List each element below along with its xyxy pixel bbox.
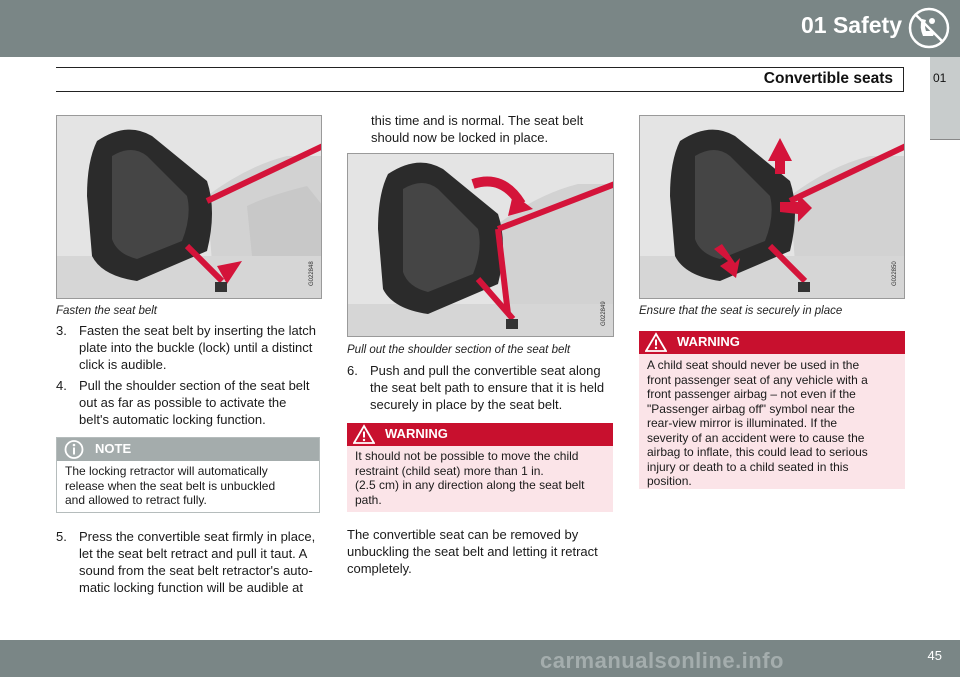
- step-number: 3.: [56, 323, 67, 338]
- para-line: The convertible seat can be removed by: [347, 527, 579, 542]
- step-text: [79, 322, 316, 373]
- figure-code: G022849: [601, 301, 607, 326]
- warning-triangle-icon: [353, 424, 375, 445]
- warning-title: WARNING: [677, 334, 740, 349]
- warning-line: position.: [647, 474, 692, 488]
- step-4: [56, 377, 326, 429]
- note-line: and allowed to retract fully.: [65, 493, 207, 507]
- step-5-continued: [371, 112, 583, 146]
- note-line: The locking retractor will automatically: [65, 464, 268, 478]
- warning-box-front-seat: [639, 331, 905, 489]
- step-5: [56, 528, 326, 598]
- page-number: 45: [927, 648, 942, 663]
- warning-line: severity of an accident were to cause the: [647, 430, 865, 445]
- warning-text: [355, 449, 584, 507]
- warning-line: front passenger seat of any vehicle with a: [647, 372, 868, 387]
- warning-title: WARNING: [385, 426, 448, 441]
- step-line: plate into the buckle (lock) until a distinct: [79, 340, 313, 355]
- step-number: 6.: [347, 363, 358, 378]
- warning-box: [347, 423, 613, 512]
- chapter-tab-label: 01: [933, 71, 947, 85]
- warning-line: path.: [355, 492, 382, 507]
- seat-illustration-1: [57, 116, 322, 299]
- para-line: completely.: [347, 561, 412, 576]
- warning-line: restraint (child seat) more than 1 in.: [355, 463, 544, 478]
- section-bar: [56, 67, 904, 92]
- chapter-title: 01 Safety: [800, 12, 902, 38]
- step-line: let the seat belt retract and pull it taut. A: [79, 546, 308, 561]
- warning-line: "Passenger airbag off" symbol near the: [647, 401, 855, 416]
- para-line: unbuckling the seat belt and letting it retract: [347, 544, 598, 559]
- step-line: out as far as possible to activate the: [79, 395, 287, 410]
- step-6: [347, 362, 617, 414]
- note-box: [56, 437, 320, 513]
- para-line: this time and is normal. The seat belt: [371, 113, 584, 128]
- section-title: Convertible seats: [763, 70, 893, 87]
- figure-fasten-seat-belt: [56, 115, 322, 299]
- step-line: Pull the shoulder section of the seat belt: [79, 378, 310, 393]
- step-line: matic locking function will be audible at: [79, 580, 304, 595]
- step-text: [370, 362, 604, 413]
- step-text: [79, 377, 310, 428]
- step-number: 4.: [56, 378, 67, 393]
- warning-line: rear-view mirror is illuminated. If the: [647, 416, 838, 430]
- footer-bar: [0, 640, 960, 677]
- chapter-tab[interactable]: [930, 57, 960, 140]
- step-line: sound from the seat belt retractor's auto-: [79, 563, 313, 578]
- step-line: click is audible.: [79, 357, 167, 372]
- warning-line: It should not be possible to move the child: [355, 449, 579, 463]
- warning-line: (2.5 cm) in any direction along the seat belt: [355, 478, 585, 492]
- step-line: belt's automatic locking function.: [79, 412, 266, 427]
- header-bar: [0, 0, 960, 57]
- child-seat-safety-icon: [908, 7, 950, 49]
- warning-triangle-icon: [645, 332, 667, 353]
- warning-header: [639, 331, 905, 354]
- step-line: Press the convertible seat firmly in place,: [79, 529, 316, 544]
- step-line: securely in place by the seat belt.: [370, 397, 563, 412]
- para-line: should now be locked in place.: [371, 130, 549, 145]
- step-text: [79, 528, 315, 596]
- figure-caption: Pull out the shoulder section of the seat belt: [347, 344, 571, 356]
- note-line: release when the seat belt is unbuckled: [65, 478, 276, 493]
- step-3: [56, 322, 326, 374]
- figure-code: G022848: [309, 261, 315, 286]
- note-header: [57, 438, 319, 461]
- info-icon: [63, 439, 85, 460]
- warning-text: [647, 358, 868, 489]
- figure-caption: Fasten the seat belt: [56, 305, 158, 317]
- figure-ensure-seat-secure: [639, 115, 905, 299]
- warning-header: [347, 423, 613, 446]
- step-line: the seat belt path to ensure that it is held: [370, 380, 605, 395]
- seat-illustration-2: [348, 154, 614, 337]
- note-title: NOTE: [95, 441, 132, 456]
- warning-line: A child seat should never be used in the: [647, 358, 860, 372]
- figure-pull-shoulder-belt: [347, 153, 614, 337]
- warning-line: airbag to inflate, this could lead to serious: [647, 445, 868, 459]
- figure-code: G022850: [892, 261, 898, 286]
- note-text: [65, 464, 275, 508]
- warning-line: front passenger airbag – not even if the: [647, 387, 856, 401]
- seat-illustration-3: [640, 116, 905, 299]
- step-number: 5.: [56, 529, 67, 544]
- removal-paragraph: [347, 526, 598, 577]
- step-line: Fasten the seat belt by inserting the latch: [79, 323, 317, 338]
- step-line: Push and pull the convertible seat along: [370, 363, 601, 378]
- watermark: carmanualsonline.info: [540, 648, 784, 673]
- warning-line: injury or death to a child seated in this: [647, 459, 849, 474]
- figure-caption: Ensure that the seat is securely in place: [639, 305, 843, 317]
